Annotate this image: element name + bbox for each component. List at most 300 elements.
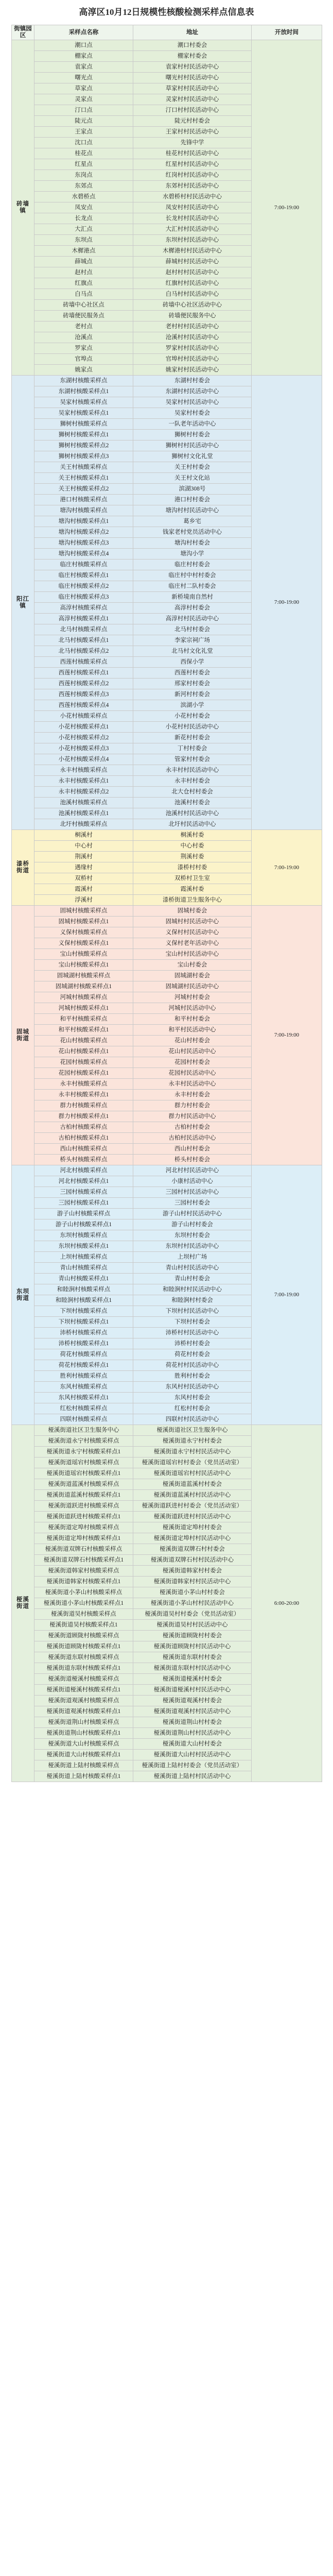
address-cell: 青山村村委会 [133, 1274, 252, 1284]
address-cell: 桐溪村委 [133, 830, 252, 841]
site-name-cell: 荆溪村 [34, 852, 133, 862]
site-name-cell: 关王村核酸采样点 [34, 462, 133, 473]
table-row [12, 906, 322, 917]
open-hours-cell: 6:00-20:00 [252, 1425, 322, 1782]
address-cell: 高淳村村委会 [133, 603, 252, 614]
address-cell: 桠溪街道桠溪村村委会 [133, 1674, 252, 1685]
site-name-cell: 和睦涧村核酸采样点1 [34, 1295, 133, 1306]
site-name-cell: 塘沟村核酸采样点4 [34, 549, 133, 560]
address-cell: 红星村村民活动中心 [133, 159, 252, 170]
site-name-cell: 和平村核酸采样点1 [34, 1025, 133, 1036]
site-name-cell: 薛城点 [34, 257, 133, 267]
header-town: 街镇园区 [12, 25, 34, 40]
address-cell: 双桥村卫生室 [133, 873, 252, 884]
town-cell: 东坝街道 [12, 1165, 34, 1425]
site-name-cell: 沧溪点 [34, 332, 133, 343]
site-name-cell: 四联村核酸采样点 [34, 1414, 133, 1425]
site-name-cell: 桠溪街道瑶宕村核酸采样点 [34, 1458, 133, 1468]
address-cell: 群力村民活动中心 [133, 1111, 252, 1122]
address-cell: 西莲村村委会 [133, 668, 252, 679]
site-name-cell: 红旗点 [34, 278, 133, 289]
address-cell: 新河村村委会 [133, 689, 252, 700]
site-name-cell: 花山村核酸采样点 [34, 1036, 133, 1046]
address-cell: 宝山村委会 [133, 960, 252, 971]
site-name-cell: 桠溪街道顾陇村核酸采样点1 [34, 1641, 133, 1652]
address-cell: 桠溪街道上陆村村委会（党员活动室） [133, 1760, 252, 1771]
site-name-cell: 曙光点 [34, 73, 133, 83]
site-name-cell: 义保村核酸采样点1 [34, 938, 133, 949]
site-name-cell: 罗家点 [34, 343, 133, 354]
address-cell: 狮树村村委会 [133, 430, 252, 440]
site-name-cell: 赵村点 [34, 267, 133, 278]
address-cell: 河城村村委会 [133, 992, 252, 1003]
address-cell: 和平村民活动中心 [133, 1025, 252, 1036]
site-name-cell: 临庄村核酸采样点3 [34, 592, 133, 603]
address-cell: 李家宗祠广场 [133, 635, 252, 646]
address-cell: 桥头村村委会 [133, 1155, 252, 1165]
address-cell: 北圩村民活动中心 [133, 819, 252, 830]
site-name-cell: 狮树村核酸采样点1 [34, 430, 133, 440]
address-cell: 中心村委 [133, 841, 252, 852]
site-name-cell: 桠溪街道桠溪村核酸采样点 [34, 1674, 133, 1685]
site-name-cell: 关王村核酸采样点1 [34, 473, 133, 484]
site-name-cell: 东湖村核酸采样点1 [34, 386, 133, 397]
address-cell: 三园村村民活动中心 [133, 1187, 252, 1198]
address-cell: 东风村村委会 [133, 1393, 252, 1403]
site-name-cell: 池溪村核酸采样点 [34, 798, 133, 808]
site-name-cell: 桠溪街道吴村核酸采样点1 [34, 1620, 133, 1631]
site-name-cell: 小花村核酸采样点2 [34, 733, 133, 743]
address-cell: 和睦涧村村委会 [133, 1295, 252, 1306]
site-name-cell: 棚家点 [34, 51, 133, 62]
site-name-cell: 长龙点 [34, 213, 133, 224]
site-name-cell: 汀口点 [34, 105, 133, 116]
address-cell: 小花村村委会 [133, 711, 252, 722]
site-name-cell: 河城村核酸采样点1 [34, 1003, 133, 1014]
address-cell: 东坝村村民活动中心 [133, 1241, 252, 1252]
site-name-cell: 东坝点 [34, 235, 133, 246]
address-cell: 红岗村村民活动中心 [133, 170, 252, 181]
site-name-cell: 群力村核酸采样点1 [34, 1111, 133, 1122]
address-cell: 东风村村民活动中心 [133, 1382, 252, 1393]
site-name-cell: 永丰村核酸采样点1 [34, 1090, 133, 1100]
address-cell: 红松村村委会 [133, 1403, 252, 1414]
address-cell: 桠溪街道上陆村村民活动中心 [133, 1771, 252, 1782]
site-name-cell: 中心村 [34, 841, 133, 852]
address-cell: 东湖村村委会 [133, 376, 252, 386]
address-cell: 桠溪街道顾陇村村委会 [133, 1631, 252, 1641]
site-name-cell: 青山村核酸采样点 [34, 1263, 133, 1274]
address-cell: 草家村村民活动中心 [133, 83, 252, 94]
site-name-cell: 遇缘村 [34, 862, 133, 873]
address-cell: 沛桥村村民活动中心 [133, 1328, 252, 1338]
address-cell: 沧溪村村民活动中心 [133, 332, 252, 343]
table-row [12, 1165, 322, 1176]
site-name-cell: 桠溪街道永宁村核酸采样点 [34, 1436, 133, 1447]
address-cell: 东坝村村委会 [133, 1230, 252, 1241]
address-cell: 永丰村村委会 [133, 1090, 252, 1100]
site-name-cell: 河城村核酸采样点 [34, 992, 133, 1003]
address-cell: 四联村村民活动中心 [133, 1414, 252, 1425]
site-name-cell: 西山村核酸采样点 [34, 1144, 133, 1155]
site-name-cell: 古柏村核酸采样点 [34, 1122, 133, 1133]
open-hours-cell: 7:00-19:00 [252, 830, 322, 906]
open-hours-cell: 7:00-19:00 [252, 40, 322, 376]
site-name-cell: 西莲村核酸采样点1 [34, 668, 133, 679]
address-cell: 桠溪街道定埠村村民活动中心 [133, 1533, 252, 1544]
address-cell: 古柏村村委会 [133, 1122, 252, 1133]
site-name-cell: 河北村核酸采样点1 [34, 1176, 133, 1187]
site-name-cell: 桐溪村 [34, 830, 133, 841]
address-cell: 桠溪街道大山村村委会 [133, 1739, 252, 1750]
site-name-cell: 桠溪街道小茅山村核酸采样点1 [34, 1598, 133, 1609]
address-cell: 河北村村民活动中心 [133, 1165, 252, 1176]
site-name-cell: 塘沟村核酸采样点1 [34, 516, 133, 527]
address-cell: 塘沟小学 [133, 549, 252, 560]
town-cell: 桠溪街道 [12, 1425, 34, 1782]
address-cell: 桠溪街道吴村村委会（党员活动室） [133, 1609, 252, 1620]
site-name-cell: 小花村核酸采样点1 [34, 722, 133, 733]
address-cell: 池溪村村民活动中心 [133, 808, 252, 819]
site-name-cell: 东风村核酸采样点1 [34, 1393, 133, 1403]
site-name-cell: 桠溪街道社区卫生服务中心 [34, 1425, 133, 1436]
site-name-cell: 北马村核酸采样点2 [34, 646, 133, 657]
site-name-cell: 霞溪村 [34, 884, 133, 895]
address-cell: 钱家老村党员活动中心 [133, 527, 252, 538]
address-cell: 桠溪街道双牌石村村委会 [133, 1544, 252, 1555]
site-name-cell: 桠溪街道双牌石村核酸采样点1 [34, 1555, 133, 1566]
site-name-cell: 荷花村核酸采样点1 [34, 1360, 133, 1371]
address-cell: 桠溪街道荆山村村民活动中心 [133, 1728, 252, 1739]
site-name-cell: 北马村核酸采样点 [34, 624, 133, 635]
site-name-cell: 桠溪街道蓝溪村核酸采样点1 [34, 1490, 133, 1501]
address-cell: 固城湖村民活动中心 [133, 981, 252, 992]
site-name-cell: 花园村核酸采样点 [34, 1057, 133, 1068]
site-name-cell: 东岗点 [34, 170, 133, 181]
site-name-cell: 桥头村核酸采样点 [34, 1155, 133, 1165]
address-cell: 北马村文化礼堂 [133, 646, 252, 657]
site-name-cell: 红星点 [34, 159, 133, 170]
address-cell: 桠溪街道东联村村民活动中心 [133, 1663, 252, 1674]
site-name-cell: 袁家点 [34, 62, 133, 73]
address-cell: 官埠村村民活动中心 [133, 354, 252, 365]
site-name-cell: 西莲村核酸采样点2 [34, 679, 133, 689]
address-cell: 桠溪街道小茅山村村民活动中心 [133, 1598, 252, 1609]
site-name-cell: 姚家点 [34, 365, 133, 376]
site-name-cell: 桠溪街道双牌石村核酸采样点 [34, 1544, 133, 1555]
address-cell: 桠溪街道瑶宕村村委会（党员活动室） [133, 1458, 252, 1468]
table-header-row [12, 25, 322, 40]
site-name-cell: 桠溪街道上陆村核酸采样点 [34, 1760, 133, 1771]
address-cell: 滨湖小学 [133, 700, 252, 711]
address-cell: 桠溪街道蓝溪村村民活动中心 [133, 1490, 252, 1501]
site-name-cell: 和睦涧村核酸采样点 [34, 1284, 133, 1295]
address-cell: 古柏村民活动中心 [133, 1133, 252, 1144]
site-name-cell: 红松村核酸采样点 [34, 1403, 133, 1414]
site-name-cell: 草家点 [34, 83, 133, 94]
address-cell: 赵村村村民活动中心 [133, 267, 252, 278]
address-cell: 老村村村民活动中心 [133, 321, 252, 332]
address-cell: 桠溪街道社区卫生服务中心 [133, 1425, 252, 1436]
site-name-cell: 西莲村核酸采样点 [34, 657, 133, 668]
address-cell: 永丰村村委会 [133, 776, 252, 787]
site-name-cell: 下坝村核酸采样点1 [34, 1317, 133, 1328]
site-name-cell: 桠溪街道小茅山村核酸采样点 [34, 1587, 133, 1598]
address-cell: 大汇村村民活动中心 [133, 224, 252, 235]
address-cell: 桠溪街道蓝溪村村委会 [133, 1479, 252, 1490]
address-cell: 棚家村委会 [133, 51, 252, 62]
site-name-cell: 永丰村核酸采样点2 [34, 787, 133, 798]
address-cell: 游子山村村委会 [133, 1219, 252, 1230]
address-cell: 下坝村村委会 [133, 1317, 252, 1328]
site-name-cell: 东郊点 [34, 181, 133, 192]
site-name-cell: 宝山村核酸采样点1 [34, 960, 133, 971]
site-name-cell: 高淳村核酸采样点1 [34, 614, 133, 624]
address-cell: 桠溪街道韩家村村委会 [133, 1566, 252, 1577]
site-name-cell: 固城湖村核酸采样点 [34, 971, 133, 981]
address-cell: 青山村村民活动中心 [133, 1263, 252, 1274]
address-cell: 桠溪街道大山村村民活动中心 [133, 1750, 252, 1760]
site-name-cell: 青山村核酸采样点1 [34, 1274, 133, 1284]
page-title: 高淳区10月12日规模性核酸检测采样点信息表 [79, 7, 254, 17]
address-cell: 固城村村民活动中心 [133, 917, 252, 927]
address-cell: 袁家村村民活动中心 [133, 62, 252, 73]
address-cell: 小花村村民活动中心 [133, 722, 252, 733]
site-name-cell: 桠溪街道顾陇村核酸采样点 [34, 1631, 133, 1641]
site-name-cell: 临庄村核酸采样点2 [34, 581, 133, 592]
site-name-cell: 北圩村核酸采样点 [34, 819, 133, 830]
address-cell: 临庄村中村村委会 [133, 570, 252, 581]
site-name-cell: 桠溪街道东联村核酸采样点 [34, 1652, 133, 1663]
address-cell: 吴家村村民活动中心 [133, 397, 252, 408]
address-cell: 群力村村委会 [133, 1100, 252, 1111]
address-cell: 小康村活动中心 [133, 1176, 252, 1187]
site-name-cell: 池溪村核酸采样点1 [34, 808, 133, 819]
address-cell: 河城村民活动中心 [133, 1003, 252, 1014]
site-name-cell: 东坝村核酸采样点 [34, 1230, 133, 1241]
address-cell: 汀口村村民活动中心 [133, 105, 252, 116]
site-name-cell: 西莲村核酸采样点4 [34, 700, 133, 711]
site-name-cell: 砖墙中心社区点 [34, 300, 133, 311]
site-name-cell: 桠溪街道吴村核酸采样点 [34, 1609, 133, 1620]
address-cell: 固城村委会 [133, 906, 252, 917]
site-name-cell: 北马村核酸采样点1 [34, 635, 133, 646]
address-cell: 东湖村村民活动中心 [133, 386, 252, 397]
address-cell: 灵家村村民活动中心 [133, 94, 252, 105]
site-name-cell: 永丰村核酸采样点1 [34, 776, 133, 787]
site-name-cell: 三园村核酸采样点1 [34, 1198, 133, 1209]
town-cell: 砖墙镇 [12, 40, 34, 376]
site-name-cell: 游子山村核酸采样点 [34, 1209, 133, 1219]
address-cell: 木樨港村村民活动中心 [133, 246, 252, 257]
site-name-cell: 港口村核酸采样点 [34, 495, 133, 505]
site-name-cell: 高淳村核酸采样点 [34, 603, 133, 614]
site-name-cell: 桠溪街道韩家村核酸采样点1 [34, 1577, 133, 1587]
site-name-cell: 大汇点 [34, 224, 133, 235]
site-name-cell: 吴家村核酸采样点1 [34, 408, 133, 419]
address-cell: 漆桥村村委 [133, 862, 252, 873]
site-name-cell: 塘沟村核酸采样点2 [34, 527, 133, 538]
address-cell: 宝山村村民活动中心 [133, 949, 252, 960]
site-name-cell: 桠溪街道永宁村核酸采样点1 [34, 1447, 133, 1458]
address-cell: 新桥境南自然村 [133, 592, 252, 603]
address-cell: 临庄村村委会 [133, 560, 252, 570]
site-name-cell: 古柏村核酸采样点1 [34, 1133, 133, 1144]
site-name-cell: 桠溪街道观溪村核酸采样点 [34, 1696, 133, 1706]
address-cell: 白马村村民活动中心 [133, 289, 252, 300]
site-name-cell: 永丰村核酸采样点 [34, 1079, 133, 1090]
address-cell: 桠溪街道东联村村委会 [133, 1652, 252, 1663]
site-name-cell: 义保村核酸采样点 [34, 927, 133, 938]
site-name-cell: 狮树村核酸采样点 [34, 419, 133, 430]
address-cell: 桠溪街道双牌石村村民活动中心 [133, 1555, 252, 1566]
site-name-cell: 老村点 [34, 321, 133, 332]
address-cell: 滨湖308号 [133, 484, 252, 495]
address-cell: 固城湖村委会 [133, 971, 252, 981]
town-cell: 漆桥街道 [12, 830, 34, 906]
address-cell: 管家村村委会 [133, 754, 252, 765]
address-cell: 塘沟村村委会 [133, 538, 252, 549]
address-cell: 桂花村村民活动中心 [133, 148, 252, 159]
address-cell: 丁村村委会 [133, 743, 252, 754]
town-cell: 固城街道 [12, 906, 34, 1165]
address-cell: 邢家村村委会 [133, 679, 252, 689]
address-cell: 北马村村委会 [133, 624, 252, 635]
site-name-cell: 桠溪街道荆山村核酸采样点1 [34, 1728, 133, 1739]
address-cell: 凤安村村民活动中心 [133, 202, 252, 213]
site-name-cell: 塘沟村核酸采样点3 [34, 538, 133, 549]
site-name-cell: 河北村核酸采样点 [34, 1165, 133, 1176]
site-name-cell: 沛桥村核酸采样点 [34, 1328, 133, 1338]
site-name-cell: 桠溪街道跃进村核酸采样点1 [34, 1512, 133, 1522]
site-name-cell: 桠溪街道瑶宕村核酸采样点1 [34, 1468, 133, 1479]
table-row [12, 376, 322, 386]
site-name-cell: 宝山村核酸采样点 [34, 949, 133, 960]
site-name-cell: 木樨港点 [34, 246, 133, 257]
address-cell: 义保村老年活动中心 [133, 938, 252, 949]
address-cell: 池溪村村委会 [133, 798, 252, 808]
address-cell: 桠溪街道桠溪村村民活动中心 [133, 1685, 252, 1696]
address-cell: 霞溪村委 [133, 884, 252, 895]
address-cell: 关王村文化站 [133, 473, 252, 484]
header-address: 地址 [133, 25, 252, 40]
site-name-cell: 临庄村核酸采样点1 [34, 570, 133, 581]
site-name-cell: 桠溪街道荆山村核酸采样点 [34, 1717, 133, 1728]
address-cell: 上坝村广场 [133, 1252, 252, 1263]
address-cell: 桠溪街道瑶宕村村民活动中心 [133, 1468, 252, 1479]
address-cell: 永丰村村民活动中心 [133, 765, 252, 776]
site-name-cell: 上坝村核酸采样点 [34, 1252, 133, 1263]
table-body [12, 40, 322, 1782]
address-cell: 三园村村委会 [133, 1198, 252, 1209]
site-name-cell: 固城村核酸采样点 [34, 906, 133, 917]
site-name-cell: 桠溪街道大山村核酸采样点1 [34, 1750, 133, 1760]
address-cell: 荆溪村委 [133, 852, 252, 862]
address-cell: 长龙村村民活动中心 [133, 213, 252, 224]
site-name-cell: 桠溪街道观溪村核酸采样点1 [34, 1706, 133, 1717]
address-cell: 永丰村民活动中心 [133, 1079, 252, 1090]
address-cell: 一队老年活动中心 [133, 419, 252, 430]
site-name-cell: 狮树村核酸采样点2 [34, 440, 133, 451]
address-cell: 胜利村村委会 [133, 1371, 252, 1382]
site-name-cell: 游子山村核酸采样点1 [34, 1219, 133, 1230]
sampling-site-table [11, 25, 322, 1782]
site-name-cell: 固城湖村核酸采样点1 [34, 981, 133, 992]
site-name-cell: 和平村核酸采样点 [34, 1014, 133, 1025]
site-name-cell: 小花村核酸采样点 [34, 711, 133, 722]
address-cell: 水碧桥村村民活动中心 [133, 192, 252, 202]
site-name-cell: 荷花村核酸采样点 [34, 1349, 133, 1360]
site-name-cell: 群力村核酸采样点 [34, 1100, 133, 1111]
address-cell: 塘沟村村民活动中心 [133, 505, 252, 516]
address-cell: 北大仓村村委会 [133, 787, 252, 798]
site-name-cell: 吴家村核酸采样点 [34, 397, 133, 408]
address-cell: 花山村民活动中心 [133, 1046, 252, 1057]
site-name-cell: 桠溪街道大山村核酸采样点 [34, 1739, 133, 1750]
site-name-cell: 固城村核酸采样点1 [34, 917, 133, 927]
table-row [12, 40, 322, 51]
header-open-hours: 开放时间 [252, 25, 322, 40]
table-row [12, 1425, 322, 1436]
site-name-cell: 潮口点 [34, 40, 133, 51]
site-name-cell: 凤安点 [34, 202, 133, 213]
site-name-cell: 胜利村核酸采样点 [34, 1371, 133, 1382]
open-hours-cell: 7:00-19:00 [252, 1165, 322, 1425]
address-cell: 砖墙便民服务中心 [133, 311, 252, 321]
site-name-cell: 桠溪街道韩家村核酸采样点 [34, 1566, 133, 1577]
site-name-cell: 桠溪街道跃进村核酸采样点 [34, 1501, 133, 1512]
address-cell: 花山村村委会 [133, 1036, 252, 1046]
site-name-cell: 狮树村核酸采样点3 [34, 451, 133, 462]
site-name-cell: 砖墙便民服务点 [34, 311, 133, 321]
address-cell: 吴家村村委会 [133, 408, 252, 419]
site-name-cell: 下坝村核酸采样点 [34, 1306, 133, 1317]
site-name-cell: 花山村核酸采样点1 [34, 1046, 133, 1057]
address-cell: 桠溪街道荆山村村委会 [133, 1717, 252, 1728]
address-cell: 桠溪街道观溪村村委会 [133, 1696, 252, 1706]
site-name-cell: 陡元点 [34, 116, 133, 127]
address-cell: 临庄村二队村委会 [133, 581, 252, 592]
site-name-cell: 桠溪街道桠溪村核酸采样点1 [34, 1685, 133, 1696]
address-cell: 曙光村村民活动中心 [133, 73, 252, 83]
site-name-cell: 王家点 [34, 127, 133, 138]
town-cell: 阳江镇 [12, 376, 34, 830]
address-cell: 漆桥街道卫生服务中心 [133, 895, 252, 906]
site-name-cell: 双桥村 [34, 873, 133, 884]
site-name-cell: 花园村核酸采样点1 [34, 1068, 133, 1079]
address-cell: 桠溪街道小茅山村村委会 [133, 1587, 252, 1598]
address-cell: 桠溪街道跃进村村民活动中心 [133, 1512, 252, 1522]
site-name-cell: 白马点 [34, 289, 133, 300]
header-site-name: 采样点名称 [34, 25, 133, 40]
address-cell: 潮口村委会 [133, 40, 252, 51]
address-cell: 狮树村村民活动中心 [133, 440, 252, 451]
address-cell: 和睦涧村村民活动中心 [133, 1284, 252, 1295]
address-cell: 高淳村村民活动中心 [133, 614, 252, 624]
address-cell: 游子山村村民活动中心 [133, 1209, 252, 1219]
site-name-cell: 西莲村核酸采样点3 [34, 689, 133, 700]
address-cell: 葛乡宅 [133, 516, 252, 527]
site-name-cell: 关王村核酸采样点2 [34, 484, 133, 495]
site-name-cell: 三园村核酸采样点 [34, 1187, 133, 1198]
table-row [12, 830, 322, 841]
address-cell: 桠溪街道定埠村村委会 [133, 1522, 252, 1533]
address-cell: 桠溪街道永宁村村民活动中心 [133, 1447, 252, 1458]
open-hours-cell: 7:00-19:00 [252, 906, 322, 1165]
address-cell: 桠溪街道顾陇村村民活动中心 [133, 1641, 252, 1652]
site-name-cell: 桂花点 [34, 148, 133, 159]
address-cell: 东坝村村民活动中心 [133, 235, 252, 246]
